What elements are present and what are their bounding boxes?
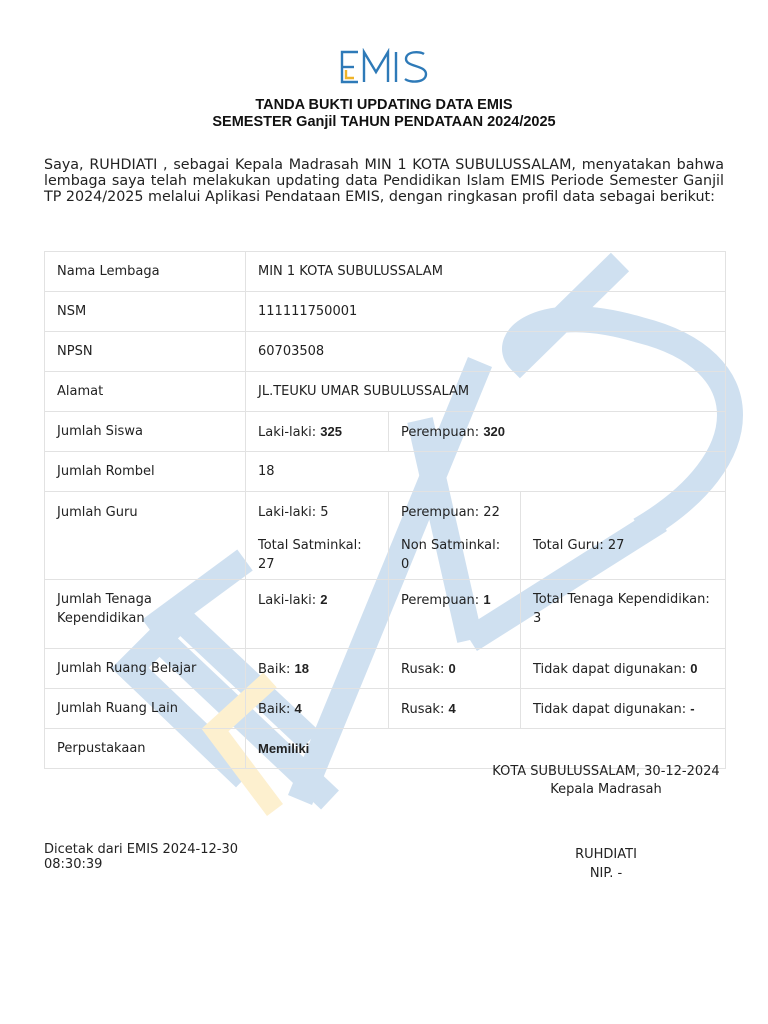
value-text: 2: [320, 592, 328, 607]
profile-table: [44, 251, 726, 769]
row-label: NSM: [45, 292, 246, 332]
document-title: TANDA BUKTI UPDATING DATA EMIS: [255, 97, 513, 113]
row-label: Jumlah Guru: [45, 492, 246, 580]
printed-timestamp: Dicetak dari EMIS 2024-12-30 08:30:39: [44, 842, 238, 872]
label-text: Rusak:: [401, 701, 449, 717]
lain-rusak: [389, 689, 521, 729]
siswa-perempuan: [389, 412, 726, 452]
document-subtitle: SEMESTER Ganjil TAHUN PENDATAAN 2024/2025: [212, 114, 556, 130]
guru-total-cell: [521, 492, 726, 580]
intro-paragraph: Saya, RUHDIATI , sebagai Kepala Madrasah MIN 1 KOTA SUBULUSSALAM, menyatakan bahwa lembaga saya telah melakukan updating data Pendidikan Islam EMIS Periode Semester Ganjil TP 2024/2025 melalui Aplikasi Pendataan EMIS, dengan ringkasan profil data sebagai berikut:: [44, 157, 724, 205]
row-label: NPSN: [45, 332, 246, 372]
row-label: Jumlah Ruang Lain: [45, 689, 246, 729]
row-label: Perpustakaan: [45, 729, 246, 769]
emis-logo: [336, 48, 432, 88]
table-row: [45, 372, 726, 412]
label-text: Laki-laki:: [258, 424, 321, 440]
guru-satminkal: Total Satminkal: 27: [258, 538, 362, 572]
place-date: KOTA SUBULUSSALAM, 30-12-2024: [492, 764, 720, 779]
lain-baik: [246, 689, 389, 729]
guru-total: Total Guru: 27: [533, 538, 625, 553]
label-text: Perempuan:: [401, 424, 484, 440]
value-text: 0: [690, 660, 698, 676]
value-text: 4: [448, 700, 456, 716]
value-text: -: [690, 700, 695, 716]
value-text: 4: [294, 700, 302, 716]
signer-nip: NIP. -: [589, 866, 623, 881]
table-row: [45, 452, 726, 492]
siswa-laki: [246, 412, 389, 452]
lain-tidak: [521, 689, 726, 729]
guru-laki-cell: [246, 492, 389, 580]
row-value: MIN 1 KOTA SUBULUSSALAM: [246, 252, 726, 292]
value-text: 320: [483, 423, 506, 439]
belajar-baik: [246, 649, 389, 689]
value-text: 0: [448, 660, 456, 676]
table-row: [45, 412, 726, 452]
row-label: Alamat: [45, 372, 246, 412]
label-text: Tidak dapat digunakan:: [533, 661, 691, 677]
label-text: Laki-laki:: [258, 593, 321, 608]
row-label: Jumlah Siswa: [45, 412, 246, 452]
guru-non-satminkal: Non Satminkal: 0: [401, 538, 501, 572]
table-row: [45, 492, 726, 580]
belajar-tidak: [521, 649, 726, 689]
label-text: Rusak:: [401, 661, 449, 677]
label-text: Perempuan:: [401, 593, 484, 608]
row-value: 111111750001: [246, 292, 726, 332]
tenaga-total: Total Tenaga Kependidikan: 3: [521, 580, 726, 649]
label-text: Baik:: [258, 661, 295, 677]
row-label: Jumlah Tenaga Kependidikan: [45, 580, 246, 649]
row-value: JL.TEUKU UMAR SUBULUSSALAM: [246, 372, 726, 412]
tenaga-perempuan: [389, 580, 521, 649]
table-row: [45, 729, 726, 769]
table-row: [45, 649, 726, 689]
signer-name: RUHDIATI: [575, 847, 637, 862]
row-value: 18: [246, 452, 726, 492]
label-text: Baik:: [258, 701, 295, 717]
table-row: [45, 580, 726, 649]
label-text: Tidak dapat digunakan:: [533, 701, 691, 717]
table-row: [45, 292, 726, 332]
guru-perempuan-cell: [389, 492, 521, 580]
row-value: 60703508: [246, 332, 726, 372]
row-label: Jumlah Ruang Belajar: [45, 649, 246, 689]
value-text: 1: [483, 592, 491, 607]
row-label: Nama Lembaga: [45, 252, 246, 292]
signer-position: Kepala Madrasah: [550, 782, 662, 797]
row-label: Jumlah Rombel: [45, 452, 246, 492]
table-row: [45, 252, 726, 292]
row-value: Memiliki: [246, 729, 726, 769]
tenaga-laki: [246, 580, 389, 649]
belajar-rusak: [389, 649, 521, 689]
value-text: 18: [294, 660, 310, 676]
value-text: 325: [320, 423, 342, 439]
table-row: [45, 332, 726, 372]
table-row: [45, 689, 726, 729]
guru-laki: Laki-laki: 5: [258, 505, 329, 520]
guru-perempuan: Perempuan: 22: [401, 505, 500, 520]
